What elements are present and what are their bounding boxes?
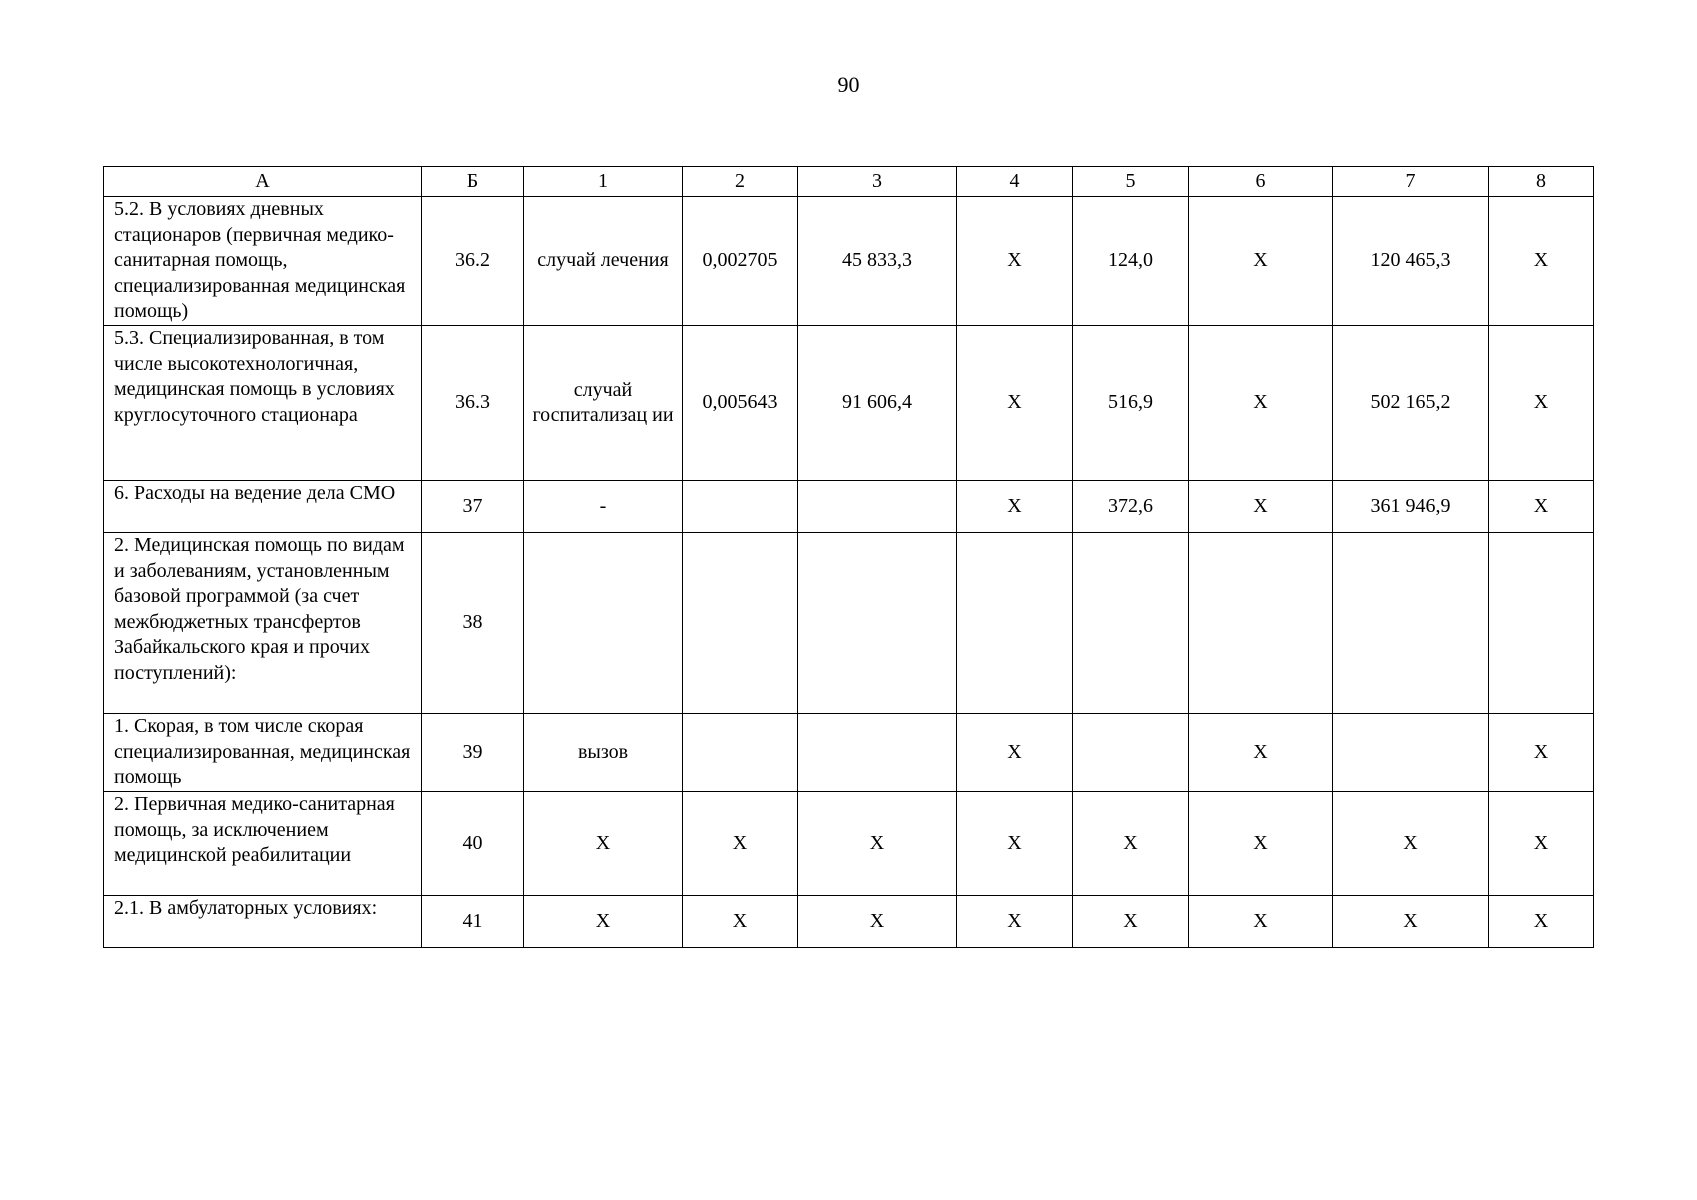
row-label: 2. Первичная медико-санитарная помощь, за исключением медицинской реабилитации (104, 792, 422, 896)
cell-col-6: X (1189, 714, 1333, 792)
row-label: 1. Скорая, в том числе скорая специализированная, медицинская помощь (104, 714, 422, 792)
cell-col-6 (1189, 533, 1333, 714)
cell-col-8: X (1489, 896, 1594, 948)
cell-col-7 (1333, 533, 1489, 714)
cell-col-5 (1073, 714, 1189, 792)
row-code: 41 (422, 896, 524, 948)
data-table (103, 166, 1594, 948)
row-label: 5.3. Специализированная, в том числе высокотехнологичная, медицинская помощь в условиях круглосуточного стационара (104, 326, 422, 481)
cell-col-4: X (957, 714, 1073, 792)
cell-col-8 (1489, 533, 1594, 714)
cell-col-6: X (1189, 896, 1333, 948)
cell-col-4: X (957, 481, 1073, 533)
cell-unit: вызов (524, 714, 683, 792)
row-label: 2. Медицинская помощь по видам и заболеваниям, установленным базовой программой (за счет межбюджетных трансфертов Забайкальского края и прочих поступлений): (104, 533, 422, 714)
cell-col-5: X (1073, 792, 1189, 896)
table-row (104, 792, 1594, 896)
cell-col-4: X (957, 792, 1073, 896)
header-row (104, 167, 1594, 197)
header-cell-5: 5 (1073, 167, 1189, 197)
header-cell-b: Б (422, 167, 524, 197)
cell-col-2: X (683, 896, 798, 948)
cell-unit (524, 533, 683, 714)
cell-col-3: X (798, 792, 957, 896)
cell-col-3: X (798, 896, 957, 948)
cell-col-2 (683, 481, 798, 533)
header-cell-4: 4 (957, 167, 1073, 197)
cell-col-7: 502 165,2 (1333, 326, 1489, 481)
cell-col-2: 0,002705 (683, 197, 798, 326)
header-cell-6: 6 (1189, 167, 1333, 197)
cell-col-8: X (1489, 714, 1594, 792)
cell-col-8: X (1489, 326, 1594, 481)
row-code: 38 (422, 533, 524, 714)
row-code: 39 (422, 714, 524, 792)
cell-col-4: X (957, 197, 1073, 326)
cell-unit: случай лечения (524, 197, 683, 326)
cell-col-7 (1333, 714, 1489, 792)
row-code: 36.2 (422, 197, 524, 326)
cell-col-8: X (1489, 197, 1594, 326)
cell-col-4: X (957, 326, 1073, 481)
page-number: 90 (837, 72, 860, 97)
cell-col-5 (1073, 533, 1189, 714)
row-label: 5.2. В условиях дневных стационаров (первичная медико-санитарная помощь, специализированная медицинская помощь) (104, 197, 422, 326)
table-row (104, 197, 1594, 326)
cell-col-3 (798, 714, 957, 792)
cell-col-5: X (1073, 896, 1189, 948)
cell-col-5: 124,0 (1073, 197, 1189, 326)
cell-col-6: X (1189, 792, 1333, 896)
row-label: 6. Расходы на ведение дела СМО (104, 481, 422, 533)
table-row (104, 714, 1594, 792)
header-cell-7: 7 (1333, 167, 1489, 197)
header-cell-3: 3 (798, 167, 957, 197)
table-row (104, 896, 1594, 948)
row-code: 40 (422, 792, 524, 896)
table-row (104, 481, 1594, 533)
cell-col-2 (683, 714, 798, 792)
cell-unit: X (524, 792, 683, 896)
row-label: 2.1. В амбулаторных условиях: (104, 896, 422, 948)
table-row (104, 533, 1594, 714)
cell-col-3: 91 606,4 (798, 326, 957, 481)
cell-unit: случай госпитализац ии (524, 326, 683, 481)
cell-col-6: X (1189, 326, 1333, 481)
header-cell-1: 1 (524, 167, 683, 197)
cell-col-8: X (1489, 792, 1594, 896)
cell-col-3: 45 833,3 (798, 197, 957, 326)
header-cell-8: 8 (1489, 167, 1594, 197)
table-row (104, 326, 1594, 481)
cell-col-3 (798, 481, 957, 533)
row-code: 36.3 (422, 326, 524, 481)
cell-col-8: X (1489, 481, 1594, 533)
cell-unit: X (524, 896, 683, 948)
cell-col-7: 120 465,3 (1333, 197, 1489, 326)
cell-col-2: X (683, 792, 798, 896)
cell-col-6: X (1189, 481, 1333, 533)
cell-col-4 (957, 533, 1073, 714)
cell-col-7: X (1333, 896, 1489, 948)
cell-col-7: X (1333, 792, 1489, 896)
cell-unit: - (524, 481, 683, 533)
cell-col-5: 372,6 (1073, 481, 1189, 533)
row-code: 37 (422, 481, 524, 533)
header-cell-a: А (104, 167, 422, 197)
cell-col-5: 516,9 (1073, 326, 1189, 481)
cell-col-7: 361 946,9 (1333, 481, 1489, 533)
header-cell-2: 2 (683, 167, 798, 197)
cell-col-6: X (1189, 197, 1333, 326)
cell-col-2: 0,005643 (683, 326, 798, 481)
cell-col-4: X (957, 896, 1073, 948)
cell-col-2 (683, 533, 798, 714)
cell-col-3 (798, 533, 957, 714)
